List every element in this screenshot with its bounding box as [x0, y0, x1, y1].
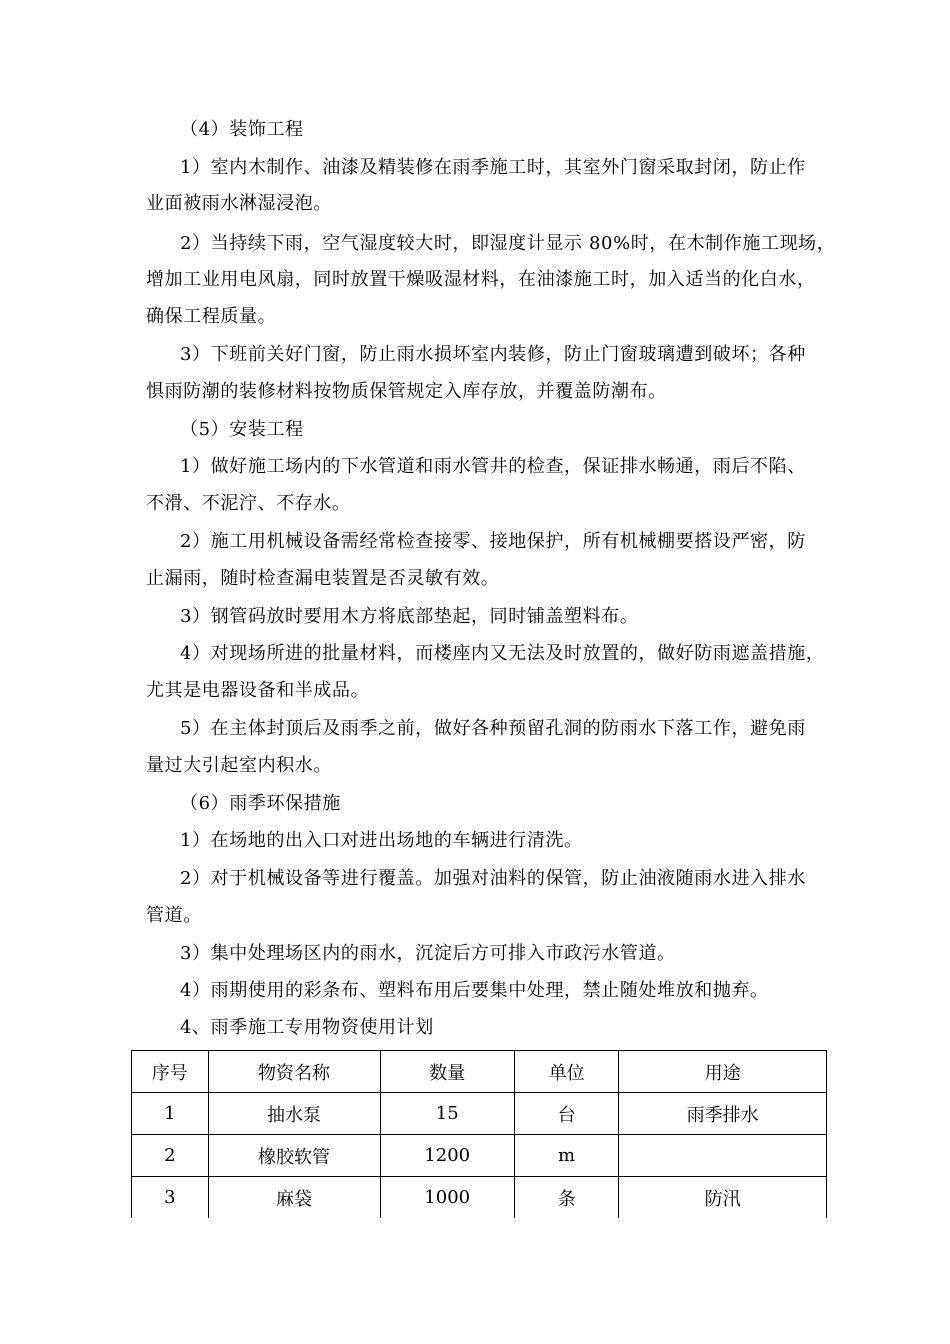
paragraph-line: 业面被雨水淋湿浸泡。: [146, 193, 332, 214]
header-cell-name: 物资名称: [208, 1051, 380, 1093]
table-cell: 防汛: [619, 1177, 827, 1219]
table-cell: 1: [132, 1093, 209, 1135]
table-cell: 橡胶软管: [208, 1135, 380, 1177]
table-row: [132, 1177, 827, 1219]
table-row: [132, 1093, 827, 1135]
table-cell: 雨季排水: [619, 1093, 827, 1135]
paragraph-line: 2）对于机械设备等进行覆盖。加强对油料的保管，防止油液随雨水进入排水: [180, 868, 806, 889]
paragraph-line: 止漏雨，随时检查漏电装置是否灵敏有效。: [146, 568, 500, 589]
table-cell: 麻袋: [208, 1177, 380, 1219]
paragraph-line: 惧雨防潮的装修材料按物质保管规定入库存放，并覆盖防潮布。: [146, 381, 667, 402]
paragraph-line: 3）集中处理场区内的雨水，沉淀后方可排入市政污水管道。: [180, 943, 676, 964]
paragraph-line: 1）室内木制作、油漆及精装修在雨季施工时，其室外门窗采取封闭，防止作: [180, 157, 806, 178]
paragraph-line: 增加工业用电风扇，同时放置干燥吸湿材料，在油漆施工时，加入适当的化白水，: [146, 269, 816, 290]
materials-plan-table: [131, 1050, 827, 1218]
section-heading-installation: （5）安装工程: [180, 419, 304, 440]
paragraph-line: 1）做好施工场内的下水管道和雨水管井的检查，保证排水畅通，雨后不陷、: [180, 456, 806, 477]
paragraph-line: 3）钢管码放时要用木方将底部垫起，同时铺盖塑料布。: [180, 606, 639, 627]
paragraph-line: 5）在主体封顶后及雨季之前，做好各种预留孔洞的防雨水下落工作，避免雨: [180, 718, 806, 739]
table-cell: 15: [380, 1093, 514, 1135]
paragraph-line: 不滑、不泥泞、不存水。: [146, 493, 351, 514]
paragraph-line: 量过大引起室内积水。: [146, 755, 332, 776]
paragraph-line: 管道。: [146, 905, 202, 926]
section-heading-decoration: （4）装饰工程: [180, 119, 304, 140]
table-cell: 抽水泵: [208, 1093, 380, 1135]
table-cell: [619, 1135, 827, 1177]
header-cell-unit: 单位: [514, 1051, 618, 1093]
table-header-row: [132, 1051, 827, 1093]
table-cell: 1000: [380, 1177, 514, 1219]
paragraph-line: 确保工程质量。: [146, 306, 277, 327]
table-cell: 3: [132, 1177, 209, 1219]
table-cell: 2: [132, 1135, 209, 1177]
paragraph-line: 4）对现场所进的批量材料，而楼座内又无法及时放置的，做好防雨遮盖措施，: [180, 643, 825, 664]
table-cell: 1200: [380, 1135, 514, 1177]
paragraph-line: 1）在场地的出入口对进出场地的车辆进行清洗。: [180, 830, 583, 851]
paragraph-line: 2）施工用机械设备需经常检查接零、接地保护，所有机械棚要搭设严密，防: [180, 531, 806, 552]
paragraph-line: 4）雨期使用的彩条布、塑料布用后要集中处理，禁止随处堆放和抛弃。: [180, 980, 769, 1001]
table-cell: 条: [514, 1177, 618, 1219]
table-caption: 4、雨季施工专用物资使用计划: [180, 1017, 434, 1038]
header-cell-purpose: 用途: [619, 1051, 827, 1093]
table-cell: 台: [514, 1093, 618, 1135]
paragraph-line: 尤其是电器设备和半成品。: [146, 680, 370, 701]
header-cell-index: 序号: [132, 1051, 209, 1093]
table-cell: m: [514, 1135, 618, 1177]
paragraph-line: 2）当持续下雨，空气湿度较大时，即湿度计显示 80%时，在木制作施工现场，: [180, 233, 836, 254]
section-heading-environmental: （6）雨季环保措施: [180, 793, 341, 814]
paragraph-line: 3）下班前关好门窗，防止雨水损坏室内装修，防止门窗玻璃遭到破坏；各种: [180, 344, 806, 365]
table-row: [132, 1135, 827, 1177]
header-cell-quantity: 数量: [380, 1051, 514, 1093]
